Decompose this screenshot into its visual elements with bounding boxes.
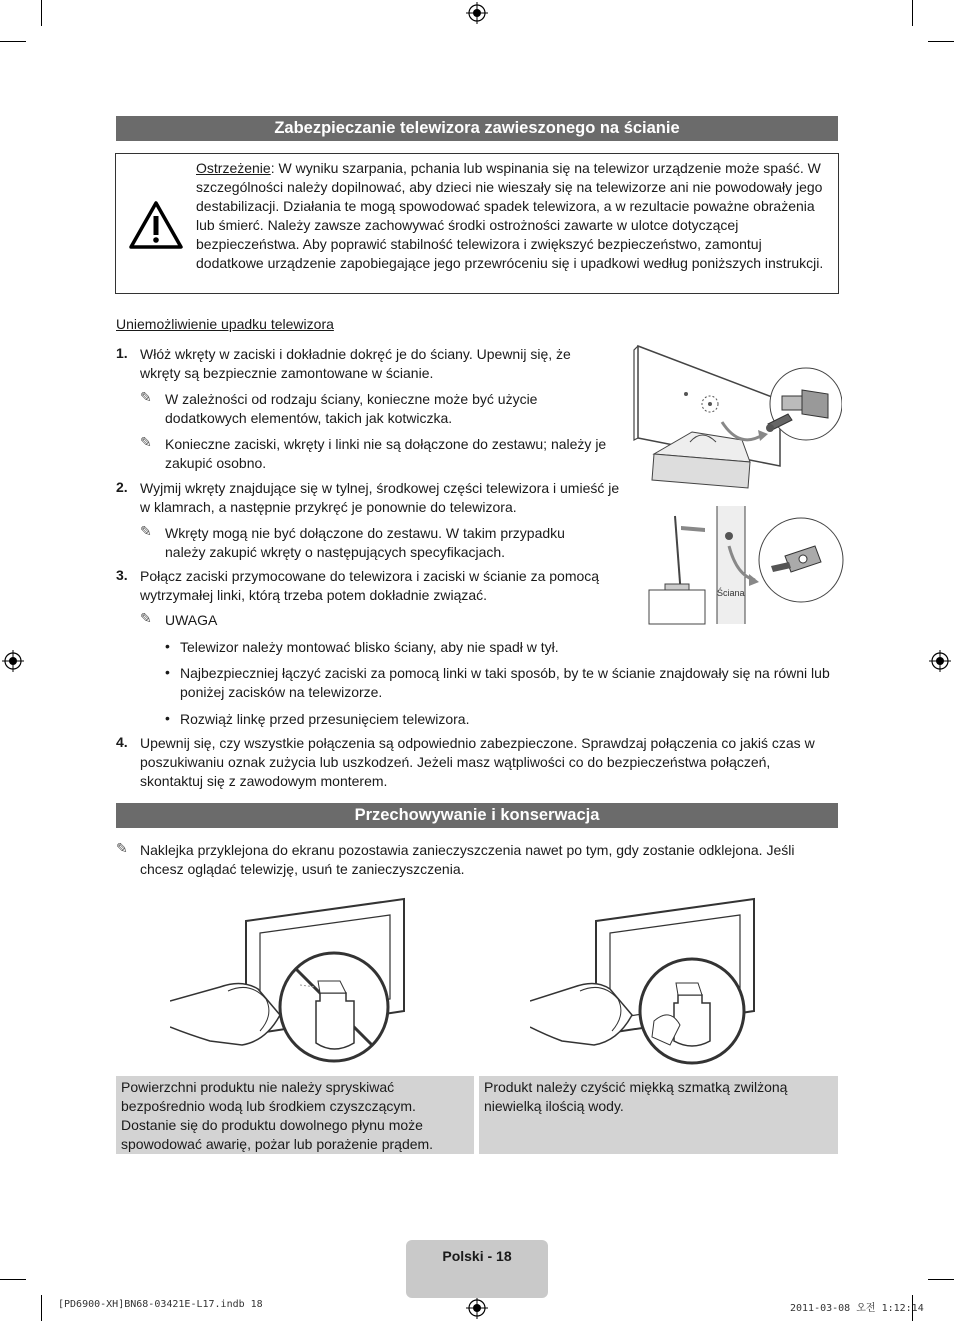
note-text: W zależności od rodzaju ściany, konieczne może być użycie dodatkowych elementów, takich jak kotwiczka. — [165, 391, 538, 426]
wall-label: Ściana — [717, 588, 745, 598]
soft-cloth-illustration — [530, 895, 770, 1065]
footer-file-info: [PD6900-XH]BN68-03421E-L17.indb 18 — [58, 1299, 263, 1310]
crop-mark — [0, 1279, 26, 1280]
crop-mark — [912, 0, 913, 26]
warning-box — [115, 153, 839, 294]
note-text: Naklejka przyklejona do ekranu pozostawia zanieczyszczenia nawet po tym, gdy zostanie odklejona. Jeśli chcesz oglądać telewizję, usuń te zanieczyszczenia. — [140, 842, 795, 877]
no-spray-illustration — [170, 895, 410, 1065]
note-pencil-icon: ✎ — [140, 389, 152, 405]
step-number: 4. — [116, 734, 128, 750]
step-text: Wyjmij wkręty znajdujące się w tylnej, środkowej części telewizora i umieść je w klamrach, a następnie przykręć je ponownie do telewizora. — [140, 480, 620, 515]
note-text: UWAGA — [165, 612, 218, 628]
step-text: Połącz zaciski przymocowane do telewizora i zaciski w ścianie za pomocą wytrzymałej linki, którą trzeba potem dokładnie związać. — [140, 568, 600, 603]
step-number: 3. — [116, 567, 128, 583]
caption-no-spray: Powierzchni produktu nie należy spryskiwać bezpośrednio wodą lub środkiem czyszczącym. Dostanie się do produktu dowolnego płynu może spowodować awarię, pożar lub porażenie prądem. — [116, 1076, 474, 1154]
bullet-glyph: • — [165, 638, 170, 654]
note-pencil-icon: ✎ — [116, 840, 128, 856]
bullet-text: Rozwiąż linkę przed przesunięciem telewizora. — [180, 711, 470, 727]
crop-mark — [928, 1279, 954, 1280]
note-pencil-icon: ✎ — [140, 434, 152, 450]
footer-timestamp: 2011-03-08 오전 1:12:14 — [790, 1303, 924, 1314]
warning-body: : W wyniku szarpania, pchania lub wspinania się na telewizor urządzenie może spaść. W szczególności należy dopilnować, aby dzieci nie wieszały się na telewizorze ani nie powodowały jego destabilizacji. Działania te mogą spowodować spadek telewizora, a w rezultacie poważne obrażenia lub śmierć. Należy zawsze zachowywać środki ostrożności zawarte w ulotce dotyczącej bezpieczeństwa. Aby poprawić stabilność telewizora i zwiększyć bezpieczeństwo, zamontuj dodatkowe urządzenie zapobiegające jego przewróceniu się i upadkowi według poniższych instrukcji. — [196, 160, 824, 271]
wall-bracket-illustration — [645, 506, 845, 626]
note-text: Wkręty mogą nie być dołączone do zestawu. W takim przypadku należy zakupić wkręty o następujących specyfikacjach. — [165, 525, 565, 560]
page-label: Polski - 18 — [442, 1248, 512, 1264]
registration-mark-icon — [929, 650, 951, 672]
registration-mark-icon — [2, 650, 24, 672]
warning-text — [196, 159, 828, 273]
warning-triangle-icon — [128, 199, 184, 251]
crop-mark — [928, 41, 954, 42]
note-pencil-icon: ✎ — [140, 523, 152, 539]
section-title-wall-mount: Zabezpieczanie telewizora zawieszonego na ścianie — [116, 116, 838, 141]
tv-back-bracket-illustration — [632, 342, 842, 492]
note-text: Konieczne zaciski, wkręty i linki nie są dołączone do zestawu; należy je zakupić osobno. — [165, 436, 607, 471]
step-number: 1. — [116, 345, 128, 361]
bullet-text: Najbezpieczniej łączyć zaciski za pomocą linki w taki sposób, by te w ścianie znajdowały się na równi lub poniżej zacisków na telewizorze. — [180, 665, 830, 700]
registration-mark-icon — [466, 2, 488, 24]
warning-label: Ostrzeżenie — [196, 160, 271, 176]
crop-mark — [0, 41, 26, 42]
bullet-glyph: • — [165, 664, 170, 680]
subheading-prevent-fall: Uniemożliwienie upadku telewizora — [116, 316, 334, 332]
page-number-tab — [406, 1240, 548, 1298]
bullet-text: Telewizor należy montować blisko ściany, aby nie spadł w tył. — [180, 639, 559, 655]
step-text: Upewnij się, czy wszystkie połączenia są odpowiednio zabezpieczone. Sprawdzaj połączenia co jakiś czas w poszukiwaniu oznak zużycia lub uszkodzeń. Jeżeli masz wątpliwości co do bezpieczeństwa połączeń, skontaktuj się z zawodowym monterem. — [140, 735, 815, 789]
step-text: Włóż wkręty w zaciski i dokładnie dokręć je do ściany. Upewnij się, że wkręty są bezpiecznie zamontowane w ścianie. — [140, 346, 571, 381]
crop-mark — [41, 0, 42, 26]
caption-soft-cloth: Produkt należy czyścić miękką szmatką zwilżoną niewielką ilością wody. — [479, 1076, 838, 1154]
note-pencil-icon: ✎ — [140, 610, 152, 626]
section-title-storage: Przechowywanie i konserwacja — [116, 803, 838, 828]
crop-mark — [41, 1295, 42, 1321]
bullet-glyph: • — [165, 710, 170, 726]
step-number: 2. — [116, 479, 128, 495]
registration-mark-icon — [466, 1297, 488, 1319]
